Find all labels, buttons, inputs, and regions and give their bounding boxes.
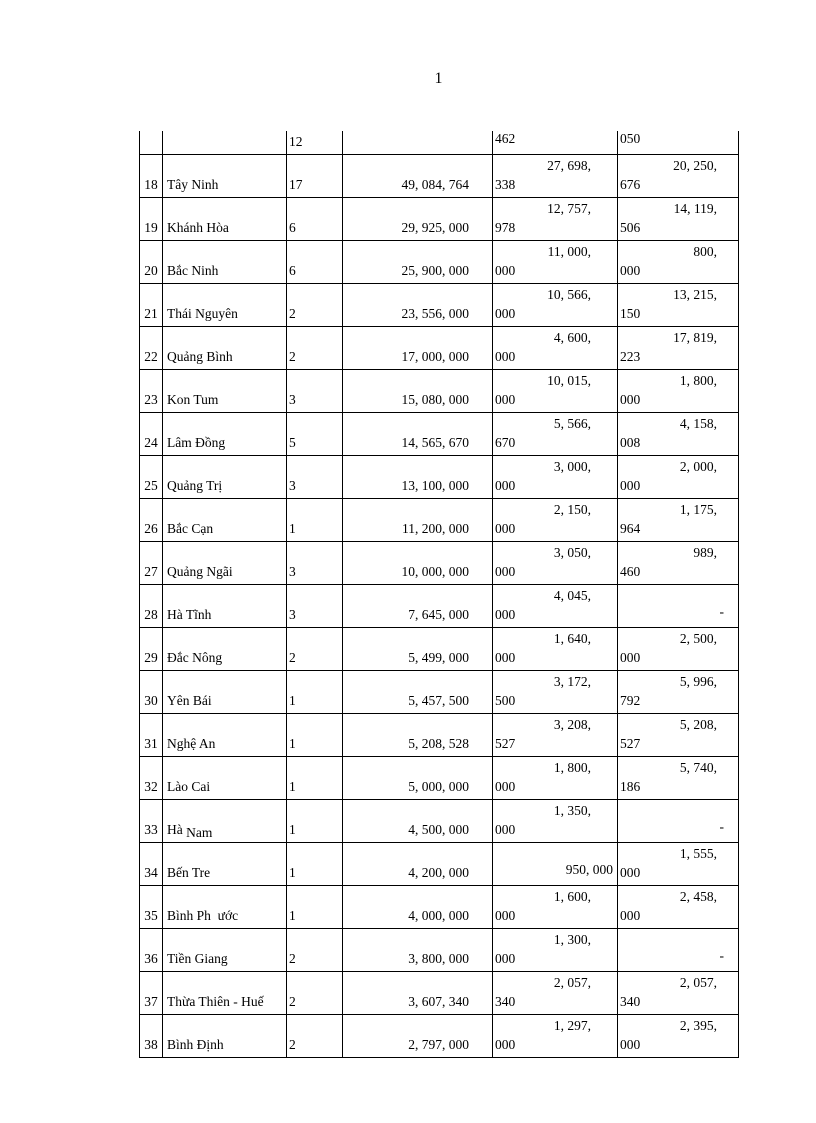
row-number-cell: 19 (140, 198, 163, 241)
amount-lines (618, 456, 738, 495)
table-row (140, 757, 739, 800)
amount-line-bottom: 000 (620, 908, 641, 923)
amount-lines (618, 542, 738, 581)
amount-dash: - (719, 819, 724, 834)
project-count-cell: 2 (287, 628, 343, 671)
amount-lines (493, 131, 617, 151)
amount-line-bottom: 000 (620, 392, 641, 407)
amount-line-bottom: 000 (495, 779, 516, 794)
amount-line-top: 1, 300, (553, 932, 591, 947)
amount-lines (493, 327, 617, 366)
amount-lines (618, 800, 738, 839)
project-count-cell: 3 (287, 542, 343, 585)
table-row (140, 972, 739, 1015)
table-row (140, 628, 739, 671)
project-count-cell: 1 (287, 886, 343, 929)
amount-col5-cell (493, 241, 618, 284)
amount-col6-cell (618, 886, 739, 929)
amount-lines (493, 1015, 617, 1054)
amount-col6-cell (618, 284, 739, 327)
total-amount-cell: 13, 100, 000 (343, 456, 493, 499)
amount-col6-cell (618, 327, 739, 370)
amount-line-bottom: 000 (495, 306, 516, 321)
row-number-cell: 25 (140, 456, 163, 499)
amount-lines (493, 671, 617, 710)
province-name-cell: Tây Ninh (163, 155, 287, 198)
project-count-cell: 6 (287, 241, 343, 284)
row-number-cell: 29 (140, 628, 163, 671)
total-amount-cell: 15, 080, 000 (343, 370, 493, 413)
row-number-cell: 24 (140, 413, 163, 456)
amount-line-bottom: 527 (495, 736, 516, 751)
table-row (140, 198, 739, 241)
province-name-cell: Bình Ph ước (163, 886, 287, 929)
amount-line-top: 1, 297, (553, 1018, 591, 1033)
table-row (140, 155, 739, 198)
amount-line-bottom: 008 (620, 435, 641, 450)
amount-line-top: 2, 150, (553, 502, 591, 517)
amount-lines (618, 757, 738, 796)
amount-line-bottom: 340 (620, 994, 641, 1009)
amount-col5-cell (493, 327, 618, 370)
province-table-body (140, 131, 739, 1058)
amount-line-top: 3, 050, (553, 545, 591, 560)
amount-col6-cell (618, 131, 739, 155)
province-name-cell: Quảng Ngãi (163, 542, 287, 585)
total-amount-cell: 4, 500, 000 (343, 800, 493, 843)
amount-col6-cell (618, 972, 739, 1015)
row-number-cell: 18 (140, 155, 163, 198)
amount-lines (618, 972, 738, 1011)
amount-col6-cell (618, 929, 739, 972)
amount-line-top: 5, 208, (679, 717, 717, 732)
total-amount-cell: 14, 565, 670 (343, 413, 493, 456)
amount-line-bottom: 670 (495, 435, 516, 450)
amount-col6-cell (618, 198, 739, 241)
amount-col6-cell (618, 843, 739, 886)
amount-lines (493, 886, 617, 925)
province-name-cell: Quảng Bình (163, 327, 287, 370)
amount-line-bottom: 000 (495, 908, 516, 923)
amount-lines (493, 714, 617, 753)
table-row (140, 886, 739, 929)
amount-line-bottom: 000 (620, 650, 641, 665)
amount-line-bottom: 000 (495, 521, 516, 536)
province-name-part: Nam (186, 825, 213, 840)
amount-col6-cell (618, 155, 739, 198)
amount-lines (618, 929, 738, 968)
total-amount-cell: 49, 084, 764 (343, 155, 493, 198)
amount-col6-cell (618, 628, 739, 671)
amount-lines (618, 843, 738, 882)
table-row (140, 714, 739, 757)
row-number-cell: 20 (140, 241, 163, 284)
amount-line-top: 1, 350, (553, 803, 591, 818)
amount-col5-cell (493, 131, 618, 155)
amount-lines (493, 972, 617, 1011)
amount-lines (493, 800, 617, 839)
amount-col5-cell (493, 628, 618, 671)
total-amount-cell: 7, 645, 000 (343, 585, 493, 628)
row-number-cell (140, 131, 163, 155)
amount-lines (493, 843, 617, 882)
province-name-cell: Yên Bái (163, 671, 287, 714)
amount-line-top: 1, 175, (679, 502, 717, 517)
amount-line-bottom: 500 (495, 693, 516, 708)
amount-lines (618, 370, 738, 409)
project-count-cell: 2 (287, 972, 343, 1015)
table-row (140, 284, 739, 327)
amount-col5-cell (493, 499, 618, 542)
project-count-cell: 2 (287, 284, 343, 327)
table-row (140, 929, 739, 972)
amount-lines (493, 284, 617, 323)
amount-line-bottom: 000 (495, 822, 516, 837)
amount-lines (618, 198, 738, 237)
total-amount-cell: 5, 208, 528 (343, 714, 493, 757)
table-row (140, 413, 739, 456)
amount-line-bottom: 150 (620, 306, 641, 321)
total-amount-cell: 4, 000, 000 (343, 886, 493, 929)
amount-col5-cell (493, 929, 618, 972)
amount-col6-cell (618, 1015, 739, 1058)
amount-col5-cell (493, 456, 618, 499)
amount-col5-cell (493, 542, 618, 585)
province-name-cell (163, 131, 287, 155)
table-row (140, 843, 739, 886)
row-number-cell: 22 (140, 327, 163, 370)
table-row (140, 1015, 739, 1058)
amount-lines (618, 155, 738, 194)
table-row (140, 542, 739, 585)
amount-col6-cell (618, 413, 739, 456)
amount-line-top: 3, 172, (553, 674, 591, 689)
project-count-cell: 1 (287, 800, 343, 843)
amount-line-bottom: 338 (495, 177, 516, 192)
amount-lines (618, 241, 738, 280)
project-count-cell: 3 (287, 370, 343, 413)
row-number-cell: 37 (140, 972, 163, 1015)
amount-line-top: 10, 566, (547, 287, 591, 302)
amount-line-top: 11, 000, (547, 244, 591, 259)
table-row (140, 585, 739, 628)
amount-lines (493, 370, 617, 409)
amount-line-bottom: 460 (620, 564, 641, 579)
amount-line-top: 4, 045, (553, 588, 591, 603)
amount-line-top: 800, (693, 244, 717, 259)
amount-line-bottom: 000 (495, 951, 516, 966)
province-funding-table (139, 131, 739, 1058)
amount-line-top: 1, 555, (679, 846, 717, 861)
amount-line-bottom: 000 (620, 263, 641, 278)
amount-line-top: 10, 015, (547, 373, 591, 388)
amount-line-top: 989, (693, 545, 717, 560)
table-row (140, 800, 739, 843)
total-amount-cell: 25, 900, 000 (343, 241, 493, 284)
amount-line-bottom: 527 (620, 736, 641, 751)
total-amount-cell: 2, 797, 000 (343, 1015, 493, 1058)
province-name-cell: Tiền Giang (163, 929, 287, 972)
amount-dash: - (719, 948, 724, 963)
row-number-cell: 33 (140, 800, 163, 843)
amount-lines (618, 585, 738, 624)
amount-line-top: 20, 250, (673, 158, 717, 173)
amount-line-top: 17, 819, (673, 330, 717, 345)
project-count-cell: 5 (287, 413, 343, 456)
province-name-cell: Lâm Đồng (163, 413, 287, 456)
amount-col5-cell (493, 1015, 618, 1058)
amount-line-bottom: 506 (620, 220, 641, 235)
amount-line-top: 2, 458, (679, 889, 717, 904)
row-number-cell: 30 (140, 671, 163, 714)
amount-col5-cell (493, 714, 618, 757)
continuation-row (140, 131, 739, 155)
amount-col6-cell (618, 241, 739, 284)
amount-lines (493, 542, 617, 581)
amount-lines (493, 241, 617, 280)
amount-lines (618, 413, 738, 452)
project-count-cell: 1 (287, 843, 343, 886)
total-amount-cell: 5, 499, 000 (343, 628, 493, 671)
row-number-cell: 26 (140, 499, 163, 542)
amount-dash: - (719, 604, 724, 619)
amount-col6-cell (618, 542, 739, 585)
amount-line-top: 1, 640, (553, 631, 591, 646)
table-row (140, 370, 739, 413)
amount-col5-cell (493, 671, 618, 714)
amount-lines (493, 929, 617, 968)
province-name-cell: Thái Nguyên (163, 284, 287, 327)
amount-lines (618, 671, 738, 710)
amount-line-bottom: 340 (495, 994, 516, 1009)
amount-line-bottom: 000 (495, 607, 516, 622)
total-amount-cell: 11, 200, 000 (343, 499, 493, 542)
amount-line-top: 1, 600, (553, 889, 591, 904)
amount-col5-cell (493, 843, 618, 886)
amount-line-top: 5, 566, (553, 416, 591, 431)
amount-line-bottom: 000 (495, 478, 516, 493)
amount-line-top: 5, 740, (679, 760, 717, 775)
project-count-cell: 1 (287, 671, 343, 714)
project-count-cell: 1 (287, 499, 343, 542)
row-number-cell: 21 (140, 284, 163, 327)
amount-line-top: 4, 158, (679, 416, 717, 431)
amount-line-bottom: 000 (620, 1037, 641, 1052)
amount-line-bottom: 186 (620, 779, 641, 794)
amount-col5-cell (493, 155, 618, 198)
amount-lines (618, 131, 738, 151)
amount-line-bottom: 676 (620, 177, 641, 192)
amount-line-top: 2, 057, (679, 975, 717, 990)
province-name-cell: Đắc Nông (163, 628, 287, 671)
row-number-cell: 31 (140, 714, 163, 757)
province-name-cell: Bến Tre (163, 843, 287, 886)
amount-line-top: 1, 800, (553, 760, 591, 775)
row-number-cell: 28 (140, 585, 163, 628)
amount-col5-cell (493, 757, 618, 800)
amount-lines (618, 886, 738, 925)
row-number-cell: 35 (140, 886, 163, 929)
amount-col6-cell (618, 757, 739, 800)
province-name-cell (163, 800, 287, 843)
amount-line-bottom: 000 (495, 564, 516, 579)
amount-lines (618, 327, 738, 366)
table-row (140, 327, 739, 370)
amount-line-top: 1, 800, (679, 373, 717, 388)
amount-lines (493, 456, 617, 495)
amount-line-top: 13, 215, (673, 287, 717, 302)
total-amount-cell: 3, 800, 000 (343, 929, 493, 972)
province-name-cell: Khánh Hòa (163, 198, 287, 241)
province-name-cell: Thừa Thiên - Huế (163, 972, 287, 1015)
amount-line-top: 2, 395, (679, 1018, 717, 1033)
amount-lines (618, 284, 738, 323)
row-number-cell: 27 (140, 542, 163, 585)
amount-line-top: 2, 500, (679, 631, 717, 646)
amount-line-top: 27, 698, (547, 158, 591, 173)
table-row (140, 499, 739, 542)
province-name-cell: Bắc Ninh (163, 241, 287, 284)
amount-line-bottom: 792 (620, 693, 641, 708)
amount-line-bottom: 000 (495, 263, 516, 278)
amount-col6-cell (618, 714, 739, 757)
amount-col5-cell (493, 370, 618, 413)
amount-line-top: 3, 000, (553, 459, 591, 474)
row-number-cell: 38 (140, 1015, 163, 1058)
row-number-cell: 36 (140, 929, 163, 972)
amount-col6-cell (618, 499, 739, 542)
amount-line-top: 14, 119, (673, 201, 717, 216)
total-amount-cell: 23, 556, 000 (343, 284, 493, 327)
amount-line-top: 2, 057, (553, 975, 591, 990)
amount-line-top: 5, 996, (679, 674, 717, 689)
amount-col5-cell (493, 413, 618, 456)
amount-col6-cell (618, 671, 739, 714)
total-amount-cell: 3, 607, 340 (343, 972, 493, 1015)
row-number-cell: 34 (140, 843, 163, 886)
amount-lines (618, 1015, 738, 1054)
amount-line-top: 3, 208, (553, 717, 591, 732)
province-name-cell: Bắc Cạn (163, 499, 287, 542)
project-count-cell: 2 (287, 1015, 343, 1058)
amount-line-single: 950, 000 (565, 862, 613, 877)
page-number: 1 (434, 70, 443, 87)
amount-col5-cell (493, 284, 618, 327)
total-amount-cell: 5, 457, 500 (343, 671, 493, 714)
province-name-cell: Nghệ An (163, 714, 287, 757)
amount-line-top: 12, 757, (547, 201, 591, 216)
amount-col5-cell (493, 800, 618, 843)
total-amount-cell: 10, 000, 000 (343, 542, 493, 585)
amount-lines (493, 585, 617, 624)
amount-line-bottom: 978 (495, 220, 516, 235)
amount-line-bottom: 000 (495, 1037, 516, 1052)
amount-lines (493, 198, 617, 237)
project-count-cell: 12 (287, 131, 343, 155)
total-amount-cell (343, 131, 493, 155)
province-name-part: Hà (167, 822, 187, 837)
amount-line-bottom: 000 (495, 392, 516, 407)
amount-line-bottom: 000 (495, 349, 516, 364)
total-amount-cell: 4, 200, 000 (343, 843, 493, 886)
amount-line-bottom: 050 (620, 131, 641, 146)
table-row (140, 241, 739, 284)
province-name-cell: Quảng Trị (163, 456, 287, 499)
province-name-cell: Lào Cai (163, 757, 287, 800)
amount-lines (493, 413, 617, 452)
amount-col5-cell (493, 886, 618, 929)
amount-col5-cell (493, 972, 618, 1015)
amount-lines (493, 628, 617, 667)
project-count-cell: 1 (287, 757, 343, 800)
row-number-cell: 32 (140, 757, 163, 800)
amount-lines (618, 499, 738, 538)
amount-col6-cell (618, 585, 739, 628)
amount-lines (493, 499, 617, 538)
amount-lines (618, 714, 738, 753)
province-name-cell: Bình Định (163, 1015, 287, 1058)
amount-line-bottom: 964 (620, 521, 641, 536)
row-number-cell: 23 (140, 370, 163, 413)
amount-line-bottom: 000 (495, 650, 516, 665)
project-count-cell: 17 (287, 155, 343, 198)
amount-line-bottom: 462 (495, 131, 516, 146)
project-count-cell: 2 (287, 327, 343, 370)
amount-col6-cell (618, 370, 739, 413)
amount-col6-cell (618, 456, 739, 499)
amount-line-top: 2, 000, (679, 459, 717, 474)
amount-line-bottom: 223 (620, 349, 641, 364)
province-name-cell: Hà Tĩnh (163, 585, 287, 628)
project-count-cell: 2 (287, 929, 343, 972)
project-count-cell: 3 (287, 456, 343, 499)
amount-line-bottom: 000 (620, 478, 641, 493)
table-row (140, 671, 739, 714)
amount-lines (493, 757, 617, 796)
total-amount-cell: 29, 925, 000 (343, 198, 493, 241)
amount-col6-cell (618, 800, 739, 843)
amount-line-top: 4, 600, (553, 330, 591, 345)
total-amount-cell: 17, 000, 000 (343, 327, 493, 370)
project-count-cell: 3 (287, 585, 343, 628)
total-amount-cell: 5, 000, 000 (343, 757, 493, 800)
amount-lines (618, 628, 738, 667)
province-name-cell: Kon Tum (163, 370, 287, 413)
amount-col5-cell (493, 585, 618, 628)
amount-line-bottom: 000 (620, 865, 641, 880)
amount-col5-cell (493, 198, 618, 241)
project-count-cell: 6 (287, 198, 343, 241)
amount-lines (493, 155, 617, 194)
table-row (140, 456, 739, 499)
project-count-cell: 1 (287, 714, 343, 757)
